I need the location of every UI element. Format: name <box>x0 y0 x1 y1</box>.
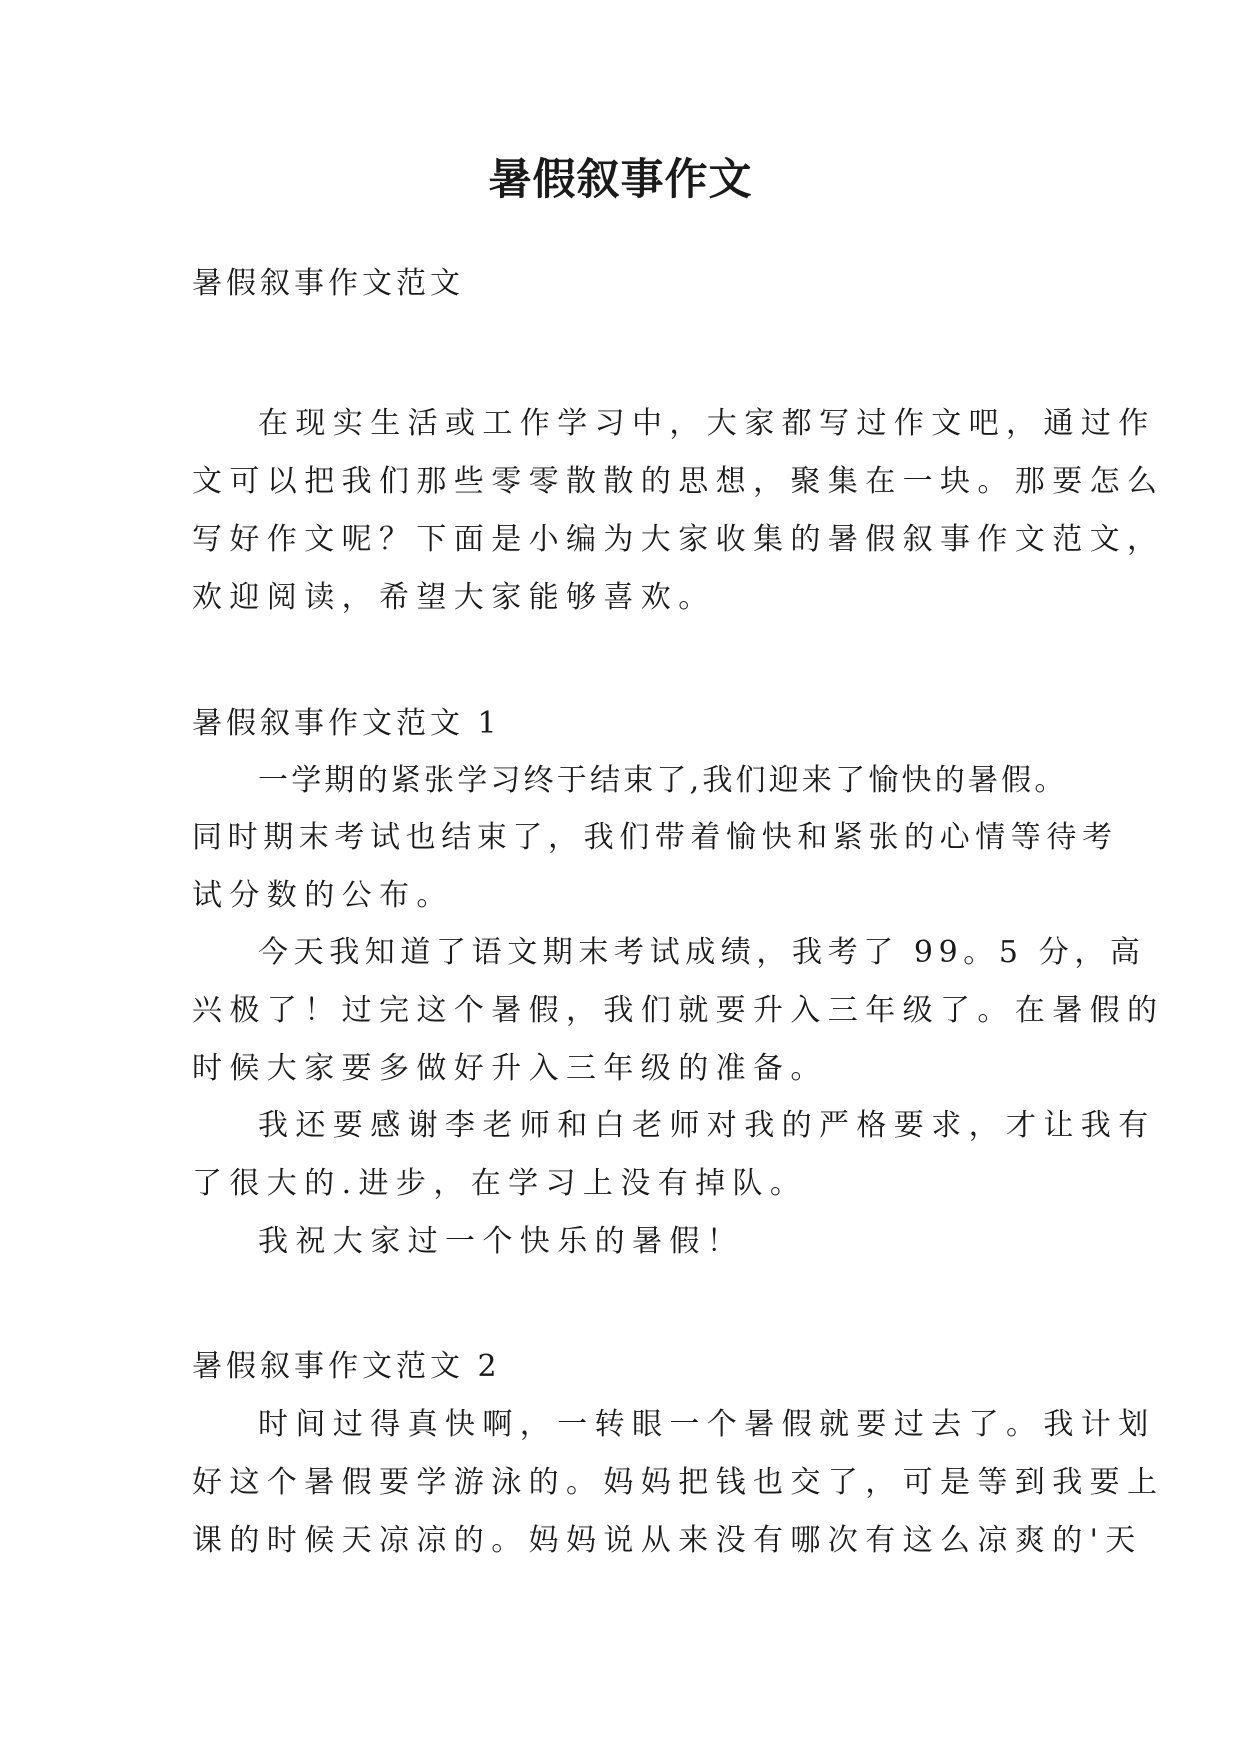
intro-line-1: 在现实生活或工作学习中，大家都写过作文吧，通过作 <box>258 406 1156 441</box>
essay1-line-6: 时候大家要多做好升入三年级的准备。 <box>192 1051 828 1086</box>
essay2-line-1: 时间过得真快啊，一转眼一个暑假就要过去了。我计划 <box>258 1407 1156 1442</box>
essay2-heading: 暑假叙事作文范文 2 <box>192 1349 501 1384</box>
essay1-line-8: 了很大的.进步，在学习上没有掉队。 <box>192 1166 808 1201</box>
essay1-line-3: 试分数的公布。 <box>192 878 454 913</box>
essay2-line-2: 好这个暑假要学游泳的。妈妈把钱也交了，可是等到我要上 <box>192 1465 1165 1500</box>
essay1-line-7: 我还要感谢李老师和白老师对我的严格要求，才让我有 <box>258 1108 1156 1143</box>
essay1-line-4: 今天我知道了语文期末考试成绩，我考了 99。5 分，高 <box>258 935 1146 970</box>
intro-line-4: 欢迎阅读，希望大家能够喜欢。 <box>192 580 716 615</box>
document-subtitle: 暑假叙事作文范文 <box>192 266 464 301</box>
essay1-line-9: 我祝大家过一个快乐的暑假！ <box>258 1224 745 1259</box>
essay2-line-3: 课的时候天凉凉的。妈妈说从来没有哪次有这么凉爽的'天 <box>192 1523 1143 1558</box>
document-title: 暑假叙事作文 <box>488 155 753 205</box>
essay1-line-1: 一学期的紧张学习终于结束了,我们迎来了愉快的暑假。 <box>258 763 1068 798</box>
essay1-line-2: 同时期末考试也结束了，我们带着愉快和紧张的心情等待考 <box>192 820 1118 855</box>
intro-line-3: 写好作文呢？下面是小编为大家收集的暑假叙事作文范文， <box>192 522 1165 557</box>
intro-line-2: 文可以把我们那些零零散散的思想，聚集在一块。那要怎么 <box>192 464 1165 499</box>
essay1-line-5: 兴极了！过完这个暑假，我们就要升入三年级了。在暑假的 <box>192 993 1165 1028</box>
essay1-heading: 暑假叙事作文范文 1 <box>192 706 501 741</box>
